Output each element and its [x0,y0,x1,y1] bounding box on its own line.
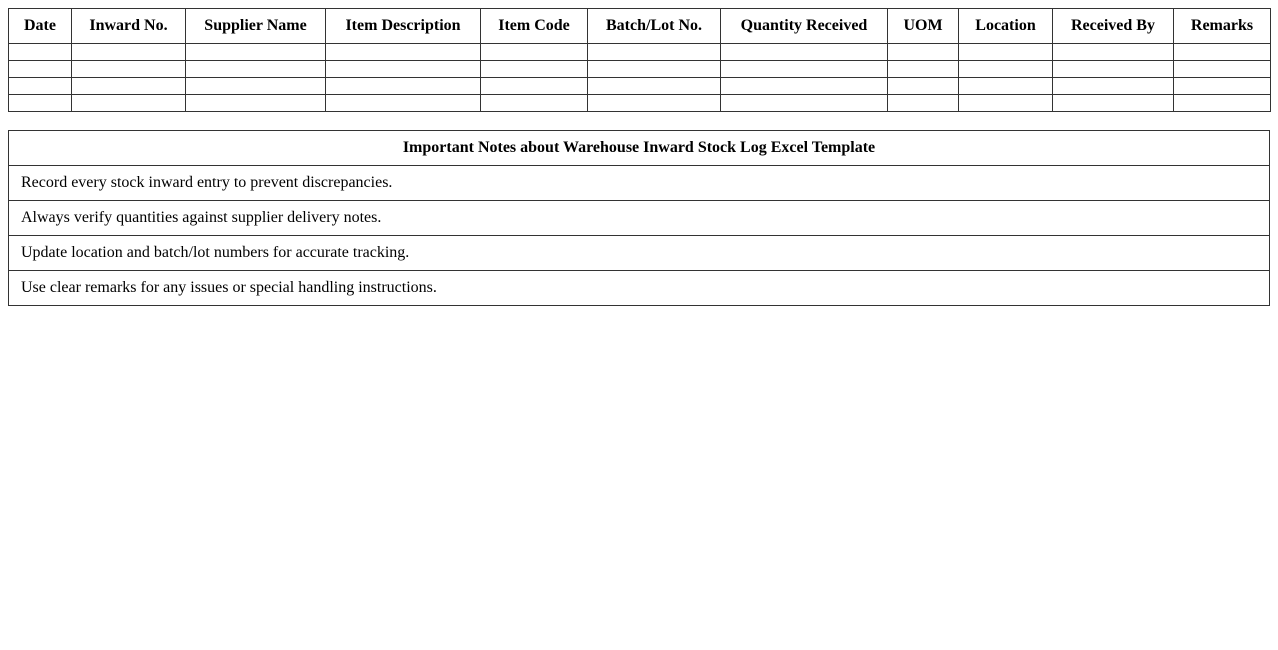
table-cell[interactable] [72,78,186,95]
table-cell[interactable] [888,61,959,78]
table-header-row [9,9,1271,44]
table-cell[interactable] [721,78,888,95]
notes-title: Important Notes about Warehouse Inward Stock Log Excel Template [9,131,1270,166]
table-cell[interactable] [888,78,959,95]
note-row [9,166,1270,201]
table-cell[interactable] [1053,78,1174,95]
table-cell[interactable] [588,95,721,112]
table-cell[interactable] [481,78,588,95]
column-header-date: Date [9,9,72,44]
table-cell[interactable] [186,95,326,112]
note-item: Record every stock inward entry to prevent discrepancies. [9,166,1270,201]
table-cell[interactable] [888,95,959,112]
table-cell[interactable] [1174,78,1271,95]
column-header-uom: UOM [888,9,959,44]
table-cell[interactable] [721,44,888,61]
column-header-item-description: Item Description [326,9,481,44]
table-cell[interactable] [721,95,888,112]
column-header-remarks: Remarks [1174,9,1271,44]
table-cell[interactable] [959,44,1053,61]
table-cell[interactable] [721,61,888,78]
table-cell[interactable] [9,95,72,112]
table-cell[interactable] [326,44,481,61]
table-cell[interactable] [72,44,186,61]
table-cell[interactable] [1174,95,1271,112]
table-cell[interactable] [186,44,326,61]
table-cell[interactable] [1053,44,1174,61]
table-cell[interactable] [1053,95,1174,112]
column-header-item-code: Item Code [481,9,588,44]
table-cell[interactable] [326,78,481,95]
table-cell[interactable] [72,95,186,112]
column-header-quantity-received: Quantity Received [721,9,888,44]
table-cell[interactable] [959,95,1053,112]
table-cell[interactable] [481,61,588,78]
table-row [9,95,1271,112]
notes-title-row [9,131,1270,166]
table-cell[interactable] [9,61,72,78]
table-cell[interactable] [326,95,481,112]
table-cell[interactable] [1174,61,1271,78]
table-cell[interactable] [186,78,326,95]
note-row [9,201,1270,236]
column-header-received-by: Received By [1053,9,1174,44]
note-item: Use clear remarks for any issues or special handling instructions. [9,271,1270,306]
important-notes-table [8,130,1270,306]
table-cell[interactable] [481,95,588,112]
note-row [9,236,1270,271]
table-cell[interactable] [959,61,1053,78]
table-row [9,61,1271,78]
table-cell[interactable] [9,44,72,61]
table-cell[interactable] [481,44,588,61]
table-row [9,78,1271,95]
table-cell[interactable] [588,44,721,61]
table-cell[interactable] [326,61,481,78]
table-cell[interactable] [1053,61,1174,78]
table-cell[interactable] [959,78,1053,95]
note-row [9,271,1270,306]
table-cell[interactable] [588,61,721,78]
inward-stock-log-table [8,8,1271,112]
table-cell[interactable] [72,61,186,78]
note-item: Always verify quantities against supplier delivery notes. [9,201,1270,236]
table-row [9,44,1271,61]
column-header-supplier-name: Supplier Name [186,9,326,44]
column-header-inward-no: Inward No. [72,9,186,44]
table-cell[interactable] [9,78,72,95]
note-item: Update location and batch/lot numbers for accurate tracking. [9,236,1270,271]
table-body [9,44,1271,112]
table-cell[interactable] [588,78,721,95]
column-header-batch-lot-no: Batch/Lot No. [588,9,721,44]
table-cell[interactable] [186,61,326,78]
table-cell[interactable] [1174,44,1271,61]
table-cell[interactable] [888,44,959,61]
column-header-location: Location [959,9,1053,44]
